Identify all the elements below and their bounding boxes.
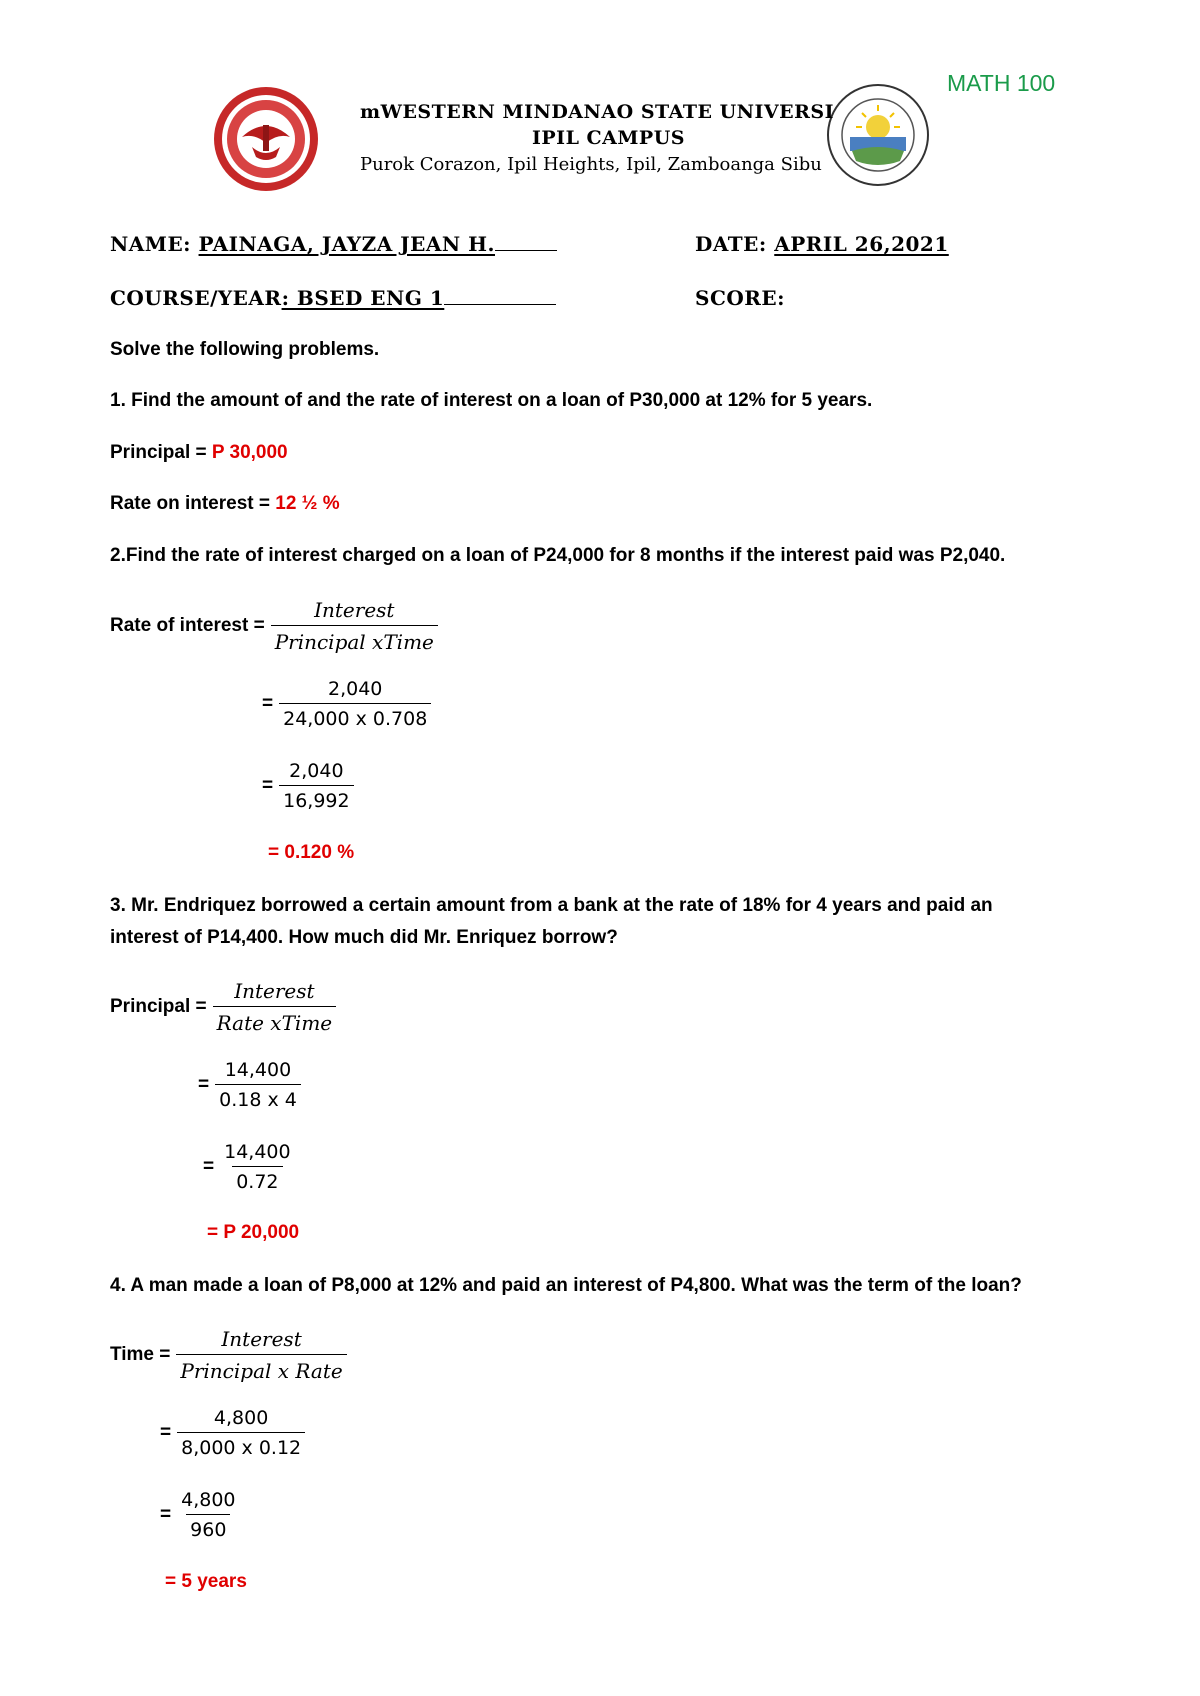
date-label: DATE:: [695, 232, 767, 256]
problem-2-formula: Rate of interest = $\frac{\text{Interest}}{\text{Principal xTime}}$: [110, 598, 438, 654]
problem-3-step-1: = $\frac{14,400}{0.18 x 4}$: [198, 1059, 301, 1111]
problem-4-formula: Time = $\frac{\text{Interest}}{\text{Principal x Rate}}$: [110, 1327, 347, 1383]
problem-1-principal-answer: P 30,000: [211, 442, 288, 463]
campus-address: Purok Corazon, Ipil Heights, Ipil, Zamboanga Sibu: [360, 154, 822, 175]
name-value: PAINAGA, JAYZA JEAN H.: [198, 232, 495, 256]
problem-1-question: 1. Find the amount of and the rate of interest on a loan of P30,000 at 12% for 5 years.: [110, 390, 873, 411]
date-value: APRIL 26,2021: [774, 232, 949, 256]
problem-4-step-1: = $\frac{4,800}{8,000 x 0.12}$: [160, 1407, 305, 1459]
instructions: Solve the following problems.: [110, 339, 380, 360]
name-label: NAME:: [110, 232, 192, 256]
problem-3-question-line-1: 3. Mr. Endriquez borrowed a certain amount from a bank at the rate of 18% for 4 years and paid an: [110, 895, 993, 916]
course-row: [110, 286, 556, 310]
problem-2-answer: = 0.120 %: [268, 842, 355, 863]
problem-1-principal: Principal = P 30,000: [110, 442, 288, 463]
problem-4-question: 4. A man made a loan of P8,000 at 12% and paid an interest of P4,800. What was the term of the loan?: [110, 1275, 1022, 1296]
course-value: : BSED ENG 1: [281, 286, 445, 310]
course-tag: MATH 100: [947, 70, 1056, 96]
problem-3-answer: = P 20,000: [207, 1222, 300, 1243]
problem-2-step-1: = $\frac{2,040}{24,000 x 0.708}$: [262, 678, 431, 730]
problem-2-question: 2.Find the rate of interest charged on a loan of P24,000 for 8 months if the interest paid was P2,040.: [110, 545, 1006, 566]
university-name: mWESTERN MINDANAO STATE UNIVERSI: [360, 101, 835, 123]
campus-seal-logo: [826, 83, 930, 187]
course-label: COURSE/YEAR: [110, 286, 282, 310]
name-row: [110, 232, 557, 256]
problem-1-rate-answer: 12 ½ %: [275, 493, 340, 514]
problem-3-formula: Principal = $\frac{\text{Interest}}{\text{Rate xTime}}$: [110, 979, 336, 1035]
problem-3-step-2: = $\frac{14,400}{0.72}$: [203, 1141, 291, 1193]
score-label: SCORE:: [695, 286, 786, 310]
problem-1-rate: Rate on interest = 12 ½ %: [110, 493, 340, 514]
problem-3-question-line-2: interest of P14,400. How much did Mr. Enriquez borrow?: [110, 927, 618, 948]
problem-2-step-2: = $\frac{2,040}{16,992}$: [262, 760, 354, 812]
campus-name: IPIL CAMPUS: [532, 127, 686, 149]
university-seal-logo: [212, 85, 320, 193]
problem-4-step-2: = $\frac{4,800}{960}$: [160, 1489, 236, 1541]
problem-4-answer: = 5 years: [165, 1571, 247, 1592]
date-row: [695, 232, 949, 256]
